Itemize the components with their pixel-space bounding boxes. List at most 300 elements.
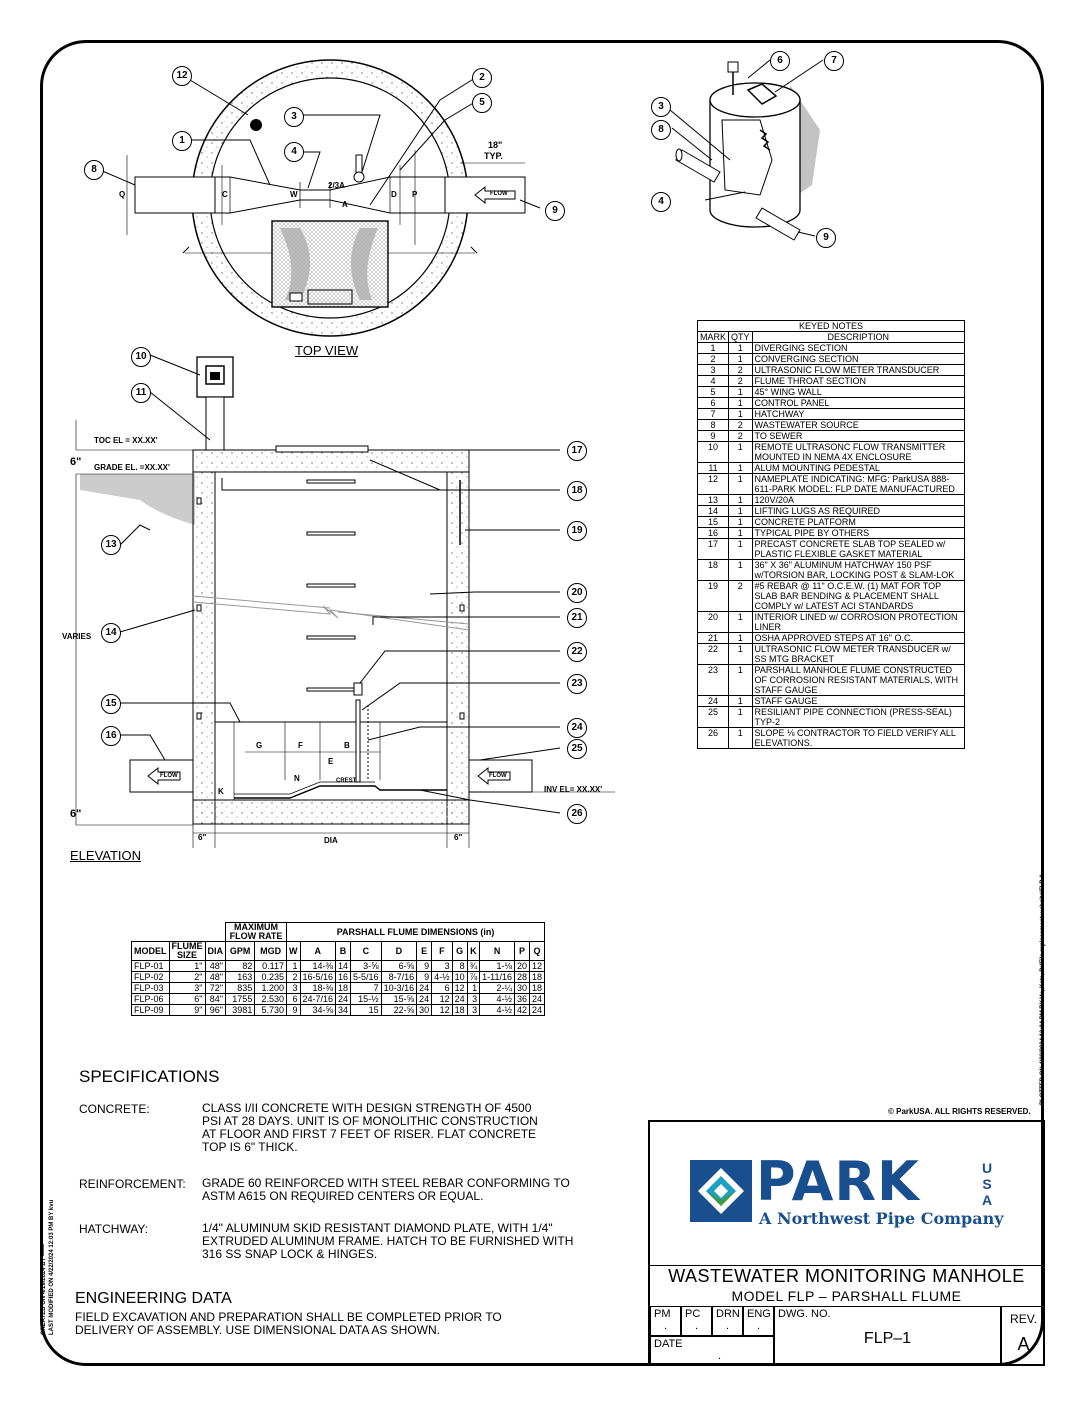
- callout-10: 10: [131, 347, 151, 367]
- spec-line: PSI AT 28 DAYS. UNIT IS OF MONOLITHIC CONSTRUCTION: [202, 1114, 538, 1128]
- note-qty: 1: [729, 495, 753, 506]
- flume-cell: 15-½: [351, 994, 382, 1005]
- callout-3-iso: 3: [651, 97, 671, 117]
- flume-cell: 28: [515, 972, 530, 983]
- keyed-note-row: [698, 420, 965, 431]
- flume-cell: 0.117: [255, 961, 287, 972]
- flume-cell: 4-½: [432, 972, 453, 983]
- label-e: E: [328, 757, 334, 766]
- keyed-note-row: [698, 644, 965, 665]
- keyed-note-row: [698, 442, 965, 463]
- note-description: TO SEWER: [752, 431, 964, 442]
- label-k: K: [218, 787, 224, 796]
- note-description: LIFTING LUGS AS REQUIRED: [752, 506, 964, 517]
- keyed-notes-title: KEYED NOTES: [698, 321, 965, 332]
- flume-cell: 12: [432, 1005, 453, 1016]
- flume-cell: 835: [226, 983, 255, 994]
- flume-row: [132, 1005, 545, 1016]
- flume-cell: 18: [530, 972, 545, 983]
- flume-cell: 18-⅜: [300, 983, 336, 994]
- keyed-note-row: [698, 376, 965, 387]
- flume-cell: 48": [205, 972, 226, 983]
- date-value: .: [718, 1350, 722, 1362]
- note-description: REMOTE ULTRASONC FLOW TRANSMITTER MOUNTED IN NEMA 4X ENCLOSURE: [752, 442, 964, 463]
- eng-label: ENG: [747, 1308, 771, 1320]
- label-a: A: [342, 200, 348, 209]
- spec-line: 316 SS SNAP LOCK & HINGES.: [202, 1247, 378, 1261]
- note-mark: 12: [698, 474, 729, 495]
- callout-1: 1: [172, 131, 192, 151]
- flume-cell: 24: [530, 994, 545, 1005]
- flume-cell: 8: [452, 961, 467, 972]
- flume-cell: 36: [515, 994, 530, 1005]
- logo-tagline: A Northwest Pipe Company: [759, 1209, 1004, 1228]
- spec-line: 1/4" ALUMINUM SKID RESISTANT DIAMOND PLATE, WITH 1/4": [202, 1221, 553, 1235]
- flume-cell: 5-5/16: [351, 972, 382, 983]
- flume-cell: 24: [452, 994, 467, 1005]
- callout-8: 8: [84, 160, 104, 180]
- keyed-note-row: [698, 560, 965, 581]
- drn-label: DRN: [716, 1308, 740, 1320]
- note-description: RESILIANT PIPE CONNECTION (PRESS-SEAL) TYP-2: [752, 707, 964, 728]
- flume-cell: 9": [169, 1005, 205, 1016]
- spec-line: TOP IS 6" THICK.: [202, 1140, 298, 1154]
- note-qty: 1: [729, 696, 753, 707]
- note-description: CONTROL PANEL: [752, 398, 964, 409]
- keyed-note-row: [698, 409, 965, 420]
- flume-cell: 15-⅝: [381, 994, 417, 1005]
- note-description: ULTRASONIC FLOW METER TRANSDUCER: [752, 365, 964, 376]
- pm-value: .: [664, 1320, 668, 1332]
- engineering-line-1: FIELD EXCAVATION AND PREPARATION SHALL BE COMPLETED PRIOR TO: [75, 1310, 502, 1324]
- flume-cell: 7: [351, 983, 382, 994]
- flume-row: [132, 972, 545, 983]
- keyed-note-row: [698, 354, 965, 365]
- flow-label-top: FLOW: [490, 191, 508, 197]
- spec-line: GRADE 60 REINFORCED WITH STEEL REBAR CONFORMING TO: [202, 1176, 570, 1190]
- callout-17: 17: [567, 441, 587, 461]
- callout-8-iso: 8: [651, 120, 671, 140]
- callout-13: 13: [101, 535, 121, 555]
- created-line: CREATED ON 4/19/2024 BY ——: [41, 1243, 47, 1335]
- dwg-no-value: FLP–1: [863, 1330, 912, 1347]
- copyright: © ParkUSA. ALL RIGHTS RESERVED.: [888, 1107, 1031, 1116]
- note-mark: 20: [698, 612, 729, 633]
- flume-col-10: E: [417, 942, 432, 961]
- callout-15: 15: [101, 694, 121, 714]
- flume-cell: 9: [417, 961, 432, 972]
- modified-line: LAST MODIFIED ON 4/22/2024 12:03 PM BY kvu: [49, 1199, 55, 1335]
- flume-col-4: MGD: [255, 942, 287, 961]
- flow-label-right: FLOW: [489, 773, 507, 779]
- callout-18: 18: [567, 481, 587, 501]
- created-modified-note: [40, 1200, 56, 1335]
- flume-cell: 2.530: [255, 994, 287, 1005]
- note-qty: 1: [729, 612, 753, 633]
- dim-6-right: 6": [454, 833, 463, 842]
- flume-cell: FLP-01: [132, 961, 170, 972]
- isometric-view-drawing: [645, 50, 845, 250]
- callout-7-iso: 7: [824, 51, 844, 71]
- note-qty: 1: [729, 665, 753, 696]
- flume-col-6: A: [300, 942, 336, 961]
- flume-col-0: MODEL: [132, 942, 170, 961]
- note-description: FLUME THROAT SECTION: [752, 376, 964, 387]
- note-qty: 1: [729, 506, 753, 517]
- date-label: DATE: [654, 1338, 683, 1350]
- usa-logo-text: USA: [981, 1160, 993, 1208]
- callout-16: 16: [101, 726, 121, 746]
- keyed-note-row: [698, 398, 965, 409]
- flume-cell: 1-⅛: [480, 961, 515, 972]
- dwg-no-label: DWG. NO.: [778, 1308, 831, 1320]
- note-mark: 6: [698, 398, 729, 409]
- keyed-note-row: [698, 728, 965, 749]
- flume-cell: 3: [467, 994, 480, 1005]
- flume-col-14: N: [480, 942, 515, 961]
- note-description: STAFF GAUGE: [752, 696, 964, 707]
- flume-cell: 14: [336, 961, 351, 972]
- note-description: CONCRETE PLATFORM: [752, 517, 964, 528]
- flume-cell: 72": [205, 983, 226, 994]
- flume-cell: 6-⅝: [381, 961, 417, 972]
- note-mark: 22: [698, 644, 729, 665]
- label-w: W: [290, 190, 298, 199]
- note-qty: 2: [729, 431, 753, 442]
- flume-row: [132, 994, 545, 1005]
- flume-cell: 9: [287, 1005, 301, 1016]
- keyed-note-row: [698, 365, 965, 376]
- note-qty: 1: [729, 560, 753, 581]
- dim-18: 18": [488, 140, 503, 150]
- note-description: WASTEWATER SOURCE: [752, 420, 964, 431]
- flume-cell: 16: [336, 972, 351, 983]
- note-qty: 1: [729, 354, 753, 365]
- note-mark: 18: [698, 560, 729, 581]
- drawing-subtitle: MODEL FLP – PARSHALL FLUME: [731, 1288, 962, 1304]
- note-qty: 2: [729, 376, 753, 387]
- dim-varies: VARIES: [62, 632, 92, 641]
- flume-col-7: B: [336, 942, 351, 961]
- notes-header-mark: MARK: [698, 332, 729, 343]
- keyed-note-row: [698, 463, 965, 474]
- flume-cell: 2": [169, 972, 205, 983]
- flume-row: [132, 961, 545, 972]
- eng-cell: [743, 1306, 774, 1336]
- flume-cell: 2-¼: [480, 983, 515, 994]
- flume-cell: 12: [432, 994, 453, 1005]
- note-description: ULTRASONIC FLOW METER TRANSDUCER w/ SS MTG BRACKET: [752, 644, 964, 665]
- spec-line: CLASS I/II CONCRETE WITH DESIGN STRENGTH OF 4500: [202, 1101, 532, 1115]
- flume-cell: 42: [515, 1005, 530, 1016]
- flume-cell: 2: [287, 972, 301, 983]
- flume-cell: 82: [226, 961, 255, 972]
- park-logo-text: PARK: [756, 1150, 920, 1213]
- notes-header-qty: QTY: [729, 332, 753, 343]
- dim-6-left: 6": [198, 833, 207, 842]
- parshall-flume-dimensions-table: [131, 922, 545, 1016]
- callout-6-iso: 6: [770, 51, 790, 71]
- note-description: 45° WING WALL: [752, 387, 964, 398]
- note-description: DIVERGING SECTION: [752, 343, 964, 354]
- flume-col-2: DIA: [205, 942, 226, 961]
- notes-header-description: DESCRIPTION: [752, 332, 964, 343]
- note-mark: 5: [698, 387, 729, 398]
- note-mark: 4: [698, 376, 729, 387]
- drn-cell: [712, 1306, 743, 1336]
- spec-text: [202, 1222, 573, 1261]
- pc-cell: [681, 1306, 712, 1336]
- flume-dims-header: PARSHALL FLUME DIMENSIONS (in): [287, 923, 545, 942]
- flume-col-9: D: [381, 942, 417, 961]
- note-mark: 21: [698, 633, 729, 644]
- keyed-note-row: [698, 581, 965, 612]
- keyed-note-row: [698, 506, 965, 517]
- callout-11: 11: [131, 383, 151, 403]
- flume-cell: 3981: [226, 1005, 255, 1016]
- flume-cell: 10-3/16: [381, 983, 417, 994]
- flume-col-15: P: [515, 942, 530, 961]
- dwg-no-cell: [774, 1306, 1001, 1366]
- note-qty: 1: [729, 633, 753, 644]
- flume-cell: 6: [287, 994, 301, 1005]
- note-mark: 25: [698, 707, 729, 728]
- pc-label: PC: [685, 1308, 701, 1320]
- note-mark: 10: [698, 442, 729, 463]
- keyed-note-row: [698, 528, 965, 539]
- flume-cell: 14-⅜: [300, 961, 336, 972]
- label-c: C: [222, 190, 228, 199]
- note-mark: 7: [698, 409, 729, 420]
- note-qty: 1: [729, 539, 753, 560]
- spec-line: EXTRUDED ALUMINUM FRAME. HATCH TO BE FURNISHED WITH: [202, 1234, 574, 1248]
- callout-22: 22: [567, 642, 587, 662]
- flume-cell: 24: [336, 994, 351, 1005]
- flume-cell: 1: [467, 983, 480, 994]
- label-b: B: [344, 741, 350, 750]
- note-description: ALUM MOUNTING PEDESTAL: [752, 463, 964, 474]
- keyed-note-row: [698, 633, 965, 644]
- flume-cell: 24-7/16: [300, 994, 336, 1005]
- plotted-note: PLOTTED ON 4/22/2024 12:04 PM BY Vu, Kate, D:\File replacement website\FLP-1: [1040, 874, 1046, 1105]
- flume-cell: 8-7/16: [381, 972, 417, 983]
- flume-cell: 9: [417, 972, 432, 983]
- note-qty: 1: [729, 463, 753, 474]
- callout-9-iso: 9: [816, 228, 836, 248]
- dim-typ: TYP.: [484, 151, 503, 161]
- pm-cell: [650, 1306, 681, 1336]
- flume-cell: 18: [336, 983, 351, 994]
- keyed-note-row: [698, 431, 965, 442]
- flume-cell: 34: [336, 1005, 351, 1016]
- flume-cell: 96": [205, 1005, 226, 1016]
- flume-cell: 3: [432, 961, 453, 972]
- engineering-line-2: DELIVERY OF ASSEMBLY. USE DIMENSIONAL DATA AS SHOWN.: [75, 1323, 440, 1337]
- flume-cell: FLP-09: [132, 1005, 170, 1016]
- note-mark: 1: [698, 343, 729, 354]
- note-mark: 13: [698, 495, 729, 506]
- flume-cell: 84": [205, 994, 226, 1005]
- flume-cell: 34-⅝: [300, 1005, 336, 1016]
- note-description: NAMEPLATE INDICATING: MFG: ParkUSA 888-611-PARK MODEL: FLP DATE MANUFACTURED: [752, 474, 964, 495]
- keyed-note-row: [698, 696, 965, 707]
- keyed-note-row: [698, 495, 965, 506]
- note-qty: 1: [729, 387, 753, 398]
- note-mark: 14: [698, 506, 729, 517]
- flume-cell: 20: [515, 961, 530, 972]
- flow-label-left: FLOW: [160, 773, 178, 779]
- title-block: [648, 1120, 1045, 1366]
- flume-cell: 6: [432, 983, 453, 994]
- dim-6-bottom: 6": [70, 808, 82, 820]
- keyed-note-row: [698, 387, 965, 398]
- spec-label: HATCHWAY:: [79, 1222, 149, 1236]
- rev-value: A: [1017, 1334, 1030, 1354]
- flume-row: [132, 983, 545, 994]
- grade-elevation: GRADE EL. =XX.XX': [94, 463, 170, 472]
- note-qty: 1: [729, 343, 753, 354]
- flume-cell: 3: [467, 1005, 480, 1016]
- note-mark: 9: [698, 431, 729, 442]
- note-description: SLOPE ⅛ CONTRACTOR TO FIELD VERIFY ALL ELEVATIONS.: [752, 728, 964, 749]
- note-qty: 1: [729, 474, 753, 495]
- keyed-note-row: [698, 517, 965, 528]
- specifications-title: SPECIFICATIONS: [79, 1067, 220, 1086]
- flume-cell: 1": [169, 961, 205, 972]
- note-description: 120V/20A: [752, 495, 964, 506]
- callout-21: 21: [567, 608, 587, 628]
- flume-cell: ¾: [467, 961, 480, 972]
- note-qty: 2: [729, 420, 753, 431]
- flume-col-16: Q: [530, 942, 545, 961]
- engineering-data-text: [75, 1311, 502, 1337]
- note-description: #5 REBAR @ 11" O.C.E.W. (1) MAT FOR TOP SLAB BAR BENDING & PLACEMENT SHALL COMPLY w/ LATEST ACI STANDARDS: [752, 581, 964, 612]
- max-flow-header: MAXIMUM FLOW RATE: [226, 923, 287, 942]
- flume-col-5: W: [287, 942, 301, 961]
- callout-9: 9: [545, 201, 565, 221]
- eng-value: .: [757, 1320, 761, 1332]
- callout-24: 24: [567, 718, 587, 738]
- callout-25: 25: [567, 739, 587, 759]
- park-logo-mark: [690, 1160, 752, 1222]
- flume-cell: FLP-02: [132, 972, 170, 983]
- flume-col-8: C: [351, 942, 382, 961]
- callout-5: 5: [472, 93, 492, 113]
- callout-3: 3: [284, 107, 304, 127]
- flume-cell: 22-⅝: [381, 1005, 417, 1016]
- top-view-title: TOP VIEW: [295, 343, 359, 358]
- flume-cell: 48": [205, 961, 226, 972]
- note-qty: 2: [729, 581, 753, 612]
- keyed-note-row: [698, 612, 965, 633]
- flume-cell: 30: [417, 1005, 432, 1016]
- inv-elevation: INV EL= XX.XX': [544, 785, 603, 794]
- flume-col-12: G: [452, 942, 467, 961]
- flume-cell: 4-½: [480, 994, 515, 1005]
- note-qty: 1: [729, 707, 753, 728]
- rev-label: REV.: [1010, 1312, 1037, 1326]
- note-description: INTERIOR LINED w/ CORROSION PROTECTION LINER: [752, 612, 964, 633]
- callout-20: 20: [567, 583, 587, 603]
- label-d: D: [391, 190, 397, 199]
- note-qty: 1: [729, 409, 753, 420]
- label-f: F: [298, 741, 303, 750]
- flume-col-11: F: [432, 942, 453, 961]
- spec-line: AT FLOOR AND FIRST 7 FEET OF RISER. FLAT CONCRETE: [202, 1127, 537, 1141]
- flume-cell: 24: [530, 1005, 545, 1016]
- flume-cell: 163: [226, 972, 255, 983]
- flume-cell: 4-½: [480, 1005, 515, 1016]
- drawing-title: WASTEWATER MONITORING MANHOLE: [668, 1266, 1025, 1286]
- callout-26: 26: [567, 804, 587, 824]
- keyed-note-row: [698, 707, 965, 728]
- note-mark: 2: [698, 354, 729, 365]
- flume-cell: 18: [530, 983, 545, 994]
- keyed-note-row: [698, 539, 965, 560]
- spec-text: [202, 1177, 570, 1203]
- note-mark: 8: [698, 420, 729, 431]
- flume-cell: 24: [417, 994, 432, 1005]
- flume-cell: 24: [417, 983, 432, 994]
- keyed-notes-table: [697, 320, 965, 749]
- flume-cell: FLP-03: [132, 983, 170, 994]
- note-mark: 11: [698, 463, 729, 474]
- flume-cell: 12: [452, 983, 467, 994]
- label-23a: 2/3A: [328, 181, 345, 190]
- date-cell: [650, 1336, 774, 1366]
- flume-cell: 1-11/16: [480, 972, 515, 983]
- note-description: PARSHALL MANHOLE FLUME CONSTRUCTED OF CORROSION RESISTANT MATERIALS, WITH STAFF GAUGE: [752, 665, 964, 696]
- flume-cell: 5.730: [255, 1005, 287, 1016]
- note-description: TYPICAL PIPE BY OTHERS: [752, 528, 964, 539]
- keyed-note-row: [698, 665, 965, 696]
- keyed-note-row: [698, 343, 965, 354]
- dim-dia: DIA: [324, 836, 338, 845]
- note-description: 36" X 36" ALUMINUM HATCHWAY 150 PSF w/TORSION BAR, LOCKING POST & SLAM-LOK: [752, 560, 964, 581]
- note-qty: 1: [729, 644, 753, 665]
- note-qty: 1: [729, 528, 753, 539]
- spec-line: ASTM A615 ON REQUIRED CENTERS OR EQUAL.: [202, 1189, 484, 1203]
- flume-cell: 3: [287, 983, 301, 994]
- drn-value: .: [726, 1320, 730, 1332]
- flume-cell: 12: [530, 961, 545, 972]
- note-qty: 1: [729, 398, 753, 409]
- label-p: P: [412, 190, 418, 199]
- note-description: CONVERGING SECTION: [752, 354, 964, 365]
- callout-23: 23: [567, 674, 587, 694]
- pc-value: .: [695, 1320, 699, 1332]
- flume-cell: 30: [515, 983, 530, 994]
- label-q: Q: [119, 190, 126, 199]
- note-qty: 1: [729, 728, 753, 749]
- flume-cell: 6": [169, 994, 205, 1005]
- note-mark: 24: [698, 696, 729, 707]
- label-g: G: [256, 741, 263, 750]
- flume-col-13: K: [467, 942, 480, 961]
- flume-cell: 0.235: [255, 972, 287, 983]
- flume-col-1: FLUME SIZE: [169, 942, 205, 961]
- callout-14: 14: [101, 623, 121, 643]
- flume-cell: 16-5/16: [300, 972, 336, 983]
- spec-label: CONCRETE:: [79, 1102, 150, 1116]
- dim-6-top: 6": [70, 456, 82, 468]
- note-qty: 2: [729, 365, 753, 376]
- flume-cell: 1.200: [255, 983, 287, 994]
- spec-label: REINFORCEMENT:: [79, 1177, 186, 1191]
- callout-12: 12: [172, 66, 192, 86]
- note-mark: 26: [698, 728, 729, 749]
- flume-cell: 1755: [226, 994, 255, 1005]
